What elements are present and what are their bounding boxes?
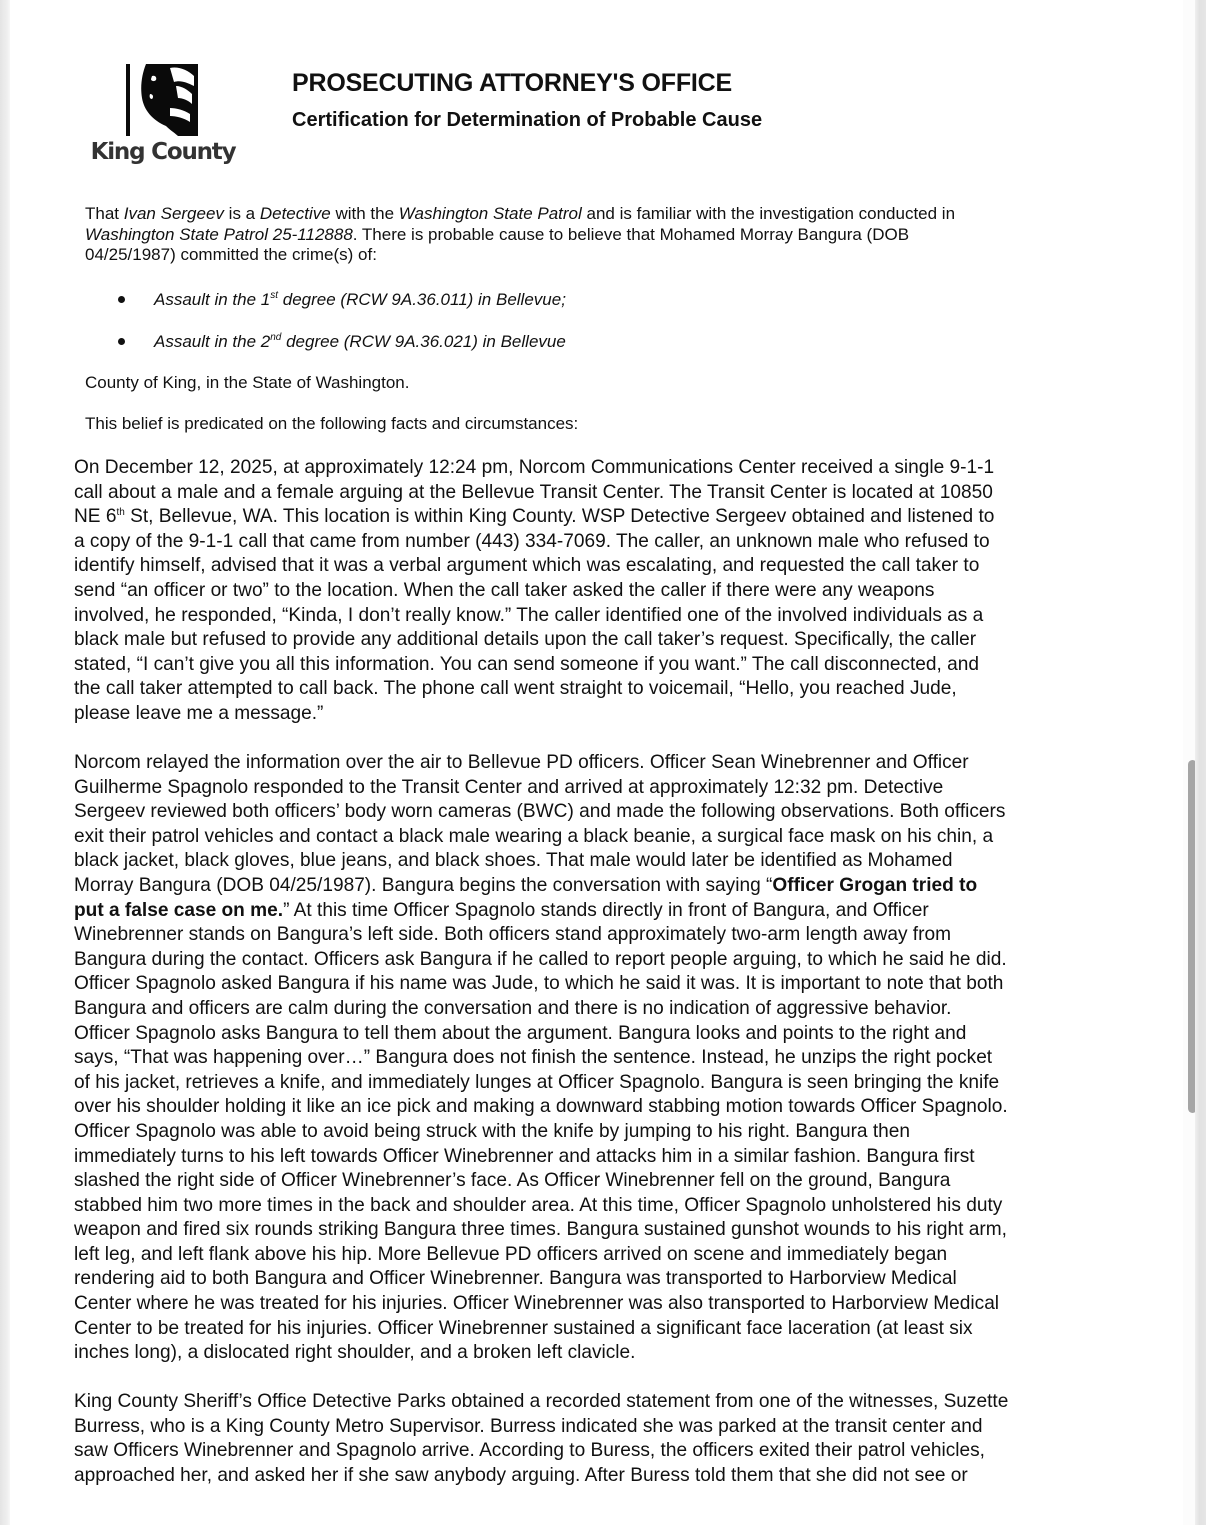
crime-text: Assault in the 2nd degree (RCW 9A.36.021) in Bellevue [154,332,566,351]
county-statement: County of King, in the State of Washington. [85,373,410,392]
text-run: Officer Spagnolo asked Bangura if his name was Jude, to which he said it was. It is important to note that both [74,973,1004,995]
text-run: ” At this time Officer Spagnolo stands directly in front of Bangura, and Officer [283,899,929,921]
text-line [74,1267,1134,1292]
text-run: On December 12, 2025, at approximately 12:24 pm, Norcom Communications Center received a single 9-1-1 [74,457,995,478]
text-line [74,849,1134,874]
text-run: call about a male and a female arguing at the Bellevue Transit Center. The Transit Center is located at 10850 [74,481,993,503]
text-run: identify himself, advised that it was a verbal argument which was escalating, and requested the call taker to [74,555,980,577]
text-run: NE 6 [74,506,117,528]
text-run: involved, he responded, “Kinda, I don’t really know.” The caller identified one of the involved individuals as a [74,604,984,626]
intro-paragraph [85,204,1095,266]
text-line [74,653,1134,678]
text-line [74,1243,1134,1268]
text-line [74,948,1134,973]
intro-line [85,225,1095,246]
emphasized-text: Washington State Patrol 25-112888 [85,224,353,244]
intro-line [85,204,1095,225]
text-line [74,456,1134,481]
text-line [74,1120,1134,1145]
text-line [74,1022,1134,1047]
text-line [74,1341,1134,1366]
text-run: inches long), a dislocated right shoulder, and a broken left clavicle. [74,1342,636,1364]
text-run: rendering aid to both Bangura and Officer Winebrenner. Bangura was transported to Harborview Medical [74,1268,957,1290]
text-run: stabbed him two more times in the back and shoulder area. At this time, Officer Spagnolo unholstered his duty [74,1194,1003,1216]
text-line [74,825,1134,850]
text-run: Center to be treated for his injuries. Officer Winebrenner sustained a significant face laceration (at least six [74,1317,973,1339]
text-line [74,1095,1134,1120]
viewer-left-edge [0,0,10,1525]
document-subtitle: Certification for Determination of Probable Cause [292,109,763,131]
facts-paragraph-bwc-observations [74,751,1134,1366]
text-run: Center where he was treated for his injuries. Officer Winebrenner was also transported to Harborview Medical [74,1293,1000,1315]
text-run: immediately turns to his left towards Officer Winebrenner and attacks him in a similar fashion. Bangura first [74,1145,975,1167]
text-run: Bangura during the contact. Officers ask Bangura if he called to report people arguing, to which he said he did. [74,948,1007,970]
emphasized-text: Detective [259,204,331,223]
text-run: the call taker attempted to call back. The phone call went straight to voicemail, “Hello, you reached Jude, [74,678,957,700]
text-run: slashed the right side of Officer Winebrenner’s face. As Officer Winebrenner fell on the ground, Bangura [74,1170,951,1192]
text-line [74,800,1134,825]
text-line [74,1046,1134,1071]
text-line [74,1145,1134,1170]
text-line [74,997,1134,1022]
text-run: Bangura and officers are calm during the conversation and there is no indication of aggressive behavior. [74,997,952,1019]
text-line [74,1218,1134,1243]
text-line [74,1169,1134,1194]
text-line [74,776,1134,801]
text-run: a copy of the 9-1-1 call that came from number (443) 334-7069. The caller, an unknown male who refused to [74,530,990,552]
viewer-right-edge [1195,0,1206,1525]
king-county-portrait-icon [126,64,198,136]
text-run: send “an officer or two” to the location. When the call taker asked the caller if there were any weapons [74,579,935,601]
text-run: Sergeev reviewed both officers’ body worn cameras (BWC) and made the following observations. Both officers [74,801,1006,823]
text-run: Officer Spagnolo was able to avoid being struck with the knife by jumping to his right. Bangura then [74,1120,911,1142]
text-run: please leave me a message.” [74,702,324,724]
text-run: 04/25/1987) committed the crime(s) of: [85,245,377,264]
text-run: saw Officers Winebrenner and Spagnolo arrive. According to Buress, the officers exited their patrol vehicles, [74,1440,985,1462]
text-run: Winebrenner stands on Bangura’s left side. Both officers stand approximately two-arm length away from [74,924,951,946]
text-line [74,1390,1134,1415]
text-line [74,1292,1134,1317]
text-run: exit their patrol vehicles and contact a black male wearing a black beanie, a surgical face mask on his chin, a [74,825,994,847]
king-county-logo [88,63,238,173]
text-run: black jacket, black gloves, blue jeans, and black shoes. That male would later be identified as Mohamed [74,850,953,872]
emphasized-text: Ivan Sergeev [123,204,224,223]
text-line [74,481,1134,506]
bullet-icon [118,296,125,303]
intro-text [85,204,1095,266]
text-line [74,972,1134,997]
bullet-icon [118,338,125,345]
text-run: over his shoulder holding it like an ice pick and making a downward stabbing motion towards Officer Spagnolo. [74,1096,1008,1118]
text-run: stated, “I can’t give you all this information. You can send someone if you want.” The call disconnected, and [74,653,980,675]
crime-list-item [85,290,1085,332]
text-line [74,874,1134,899]
text-line [74,702,1134,727]
text-line [74,530,1134,555]
text-line [74,1439,1134,1464]
text-run: . There is probable cause to believe that Mohamed Morray Bangura (DOB [352,224,910,244]
text-line [74,604,1134,629]
text-run: weapon and fired six rounds striking Bangura three times. Bangura sustained gunshot wounds to his right arm, [74,1219,1007,1241]
bold-quote: put a false case on me. [74,899,284,921]
text-run: is a [223,204,260,223]
text-line [74,751,1134,776]
text-run: says, “That was happening over…” Bangura does not finish the sentence. Instead, he unzips the right pocket [74,1047,993,1069]
text-run: That [85,204,124,223]
text-line [74,1415,1134,1440]
text-run: Burress, who is a King County Metro Supervisor. Burress indicated she was parked at the transit center and [74,1415,983,1437]
text-run: of his jacket, retrieves a knife, and immediately lunges at Officer Spagnolo. Bangura is seen bringing the knife [74,1071,1000,1093]
text-line [74,505,1134,530]
text-line [74,1317,1134,1342]
text-line [74,899,1134,924]
text-run: and is familiar with the investigation conducted in [581,204,956,223]
text-run: St, Bellevue, WA. This location is within King County. WSP Detective Sergeev obtained and listened to [124,506,995,528]
text-run: left leg, and left flank above his hip. More Bellevue PD officers arrived on scene and immediately began [74,1243,948,1265]
text-run: Morray Bangura (DOB 04/25/1987). Bangura begins the conversation with saying “ [74,874,773,896]
text-run: approached her, and asked her if she saw anybody arguing. After Buress told them that she did not see or [74,1464,968,1486]
text-line [74,628,1134,653]
text-run: Officer Spagnolo asks Bangura to tell them about the argument. Bangura looks and points to the right and [74,1022,967,1044]
facts-paragraph-witness-statement [74,1390,1134,1488]
emphasized-text: Washington State Patrol [398,204,582,223]
crime-text: Assault in the 1st degree (RCW 9A.36.011) in Bellevue; [154,290,566,309]
text-line [74,677,1134,702]
document-title: PROSECUTING ATTORNEY'S OFFICE [292,69,732,97]
crime-list-item [85,332,1085,374]
logo-text: King County [90,139,236,165]
text-run: Guilherme Spagnolo responded to the Transit Center and arrived at approximately 12:32 pm. Detective [74,776,944,798]
text-line [74,1194,1134,1219]
intro-line [85,245,1095,266]
text-run: Norcom relayed the information over the air to Bellevue PD officers. Officer Sean Winebrenner and Officer [74,752,969,773]
bold-quote: Officer Grogan tried to [772,874,978,896]
belief-statement: This belief is predicated on the following facts and circumstances: [85,414,579,433]
text-run: with the [330,204,399,223]
text-line [74,579,1134,604]
text-line [74,923,1134,948]
text-run: King County Sheriff’s Office Detective Parks obtained a recorded statement from one of the witnesses, Suzette [74,1391,1009,1412]
text-line [74,1071,1134,1096]
text-line [74,554,1134,579]
facts-paragraph-911-call [74,456,1134,727]
text-run: black male but refused to provide any additional details upon the call taker’s request. Specifically, the caller [74,629,977,651]
text-line [74,1464,1134,1489]
ordinal-suffix: th [116,507,125,519]
crime-list [85,290,1085,374]
